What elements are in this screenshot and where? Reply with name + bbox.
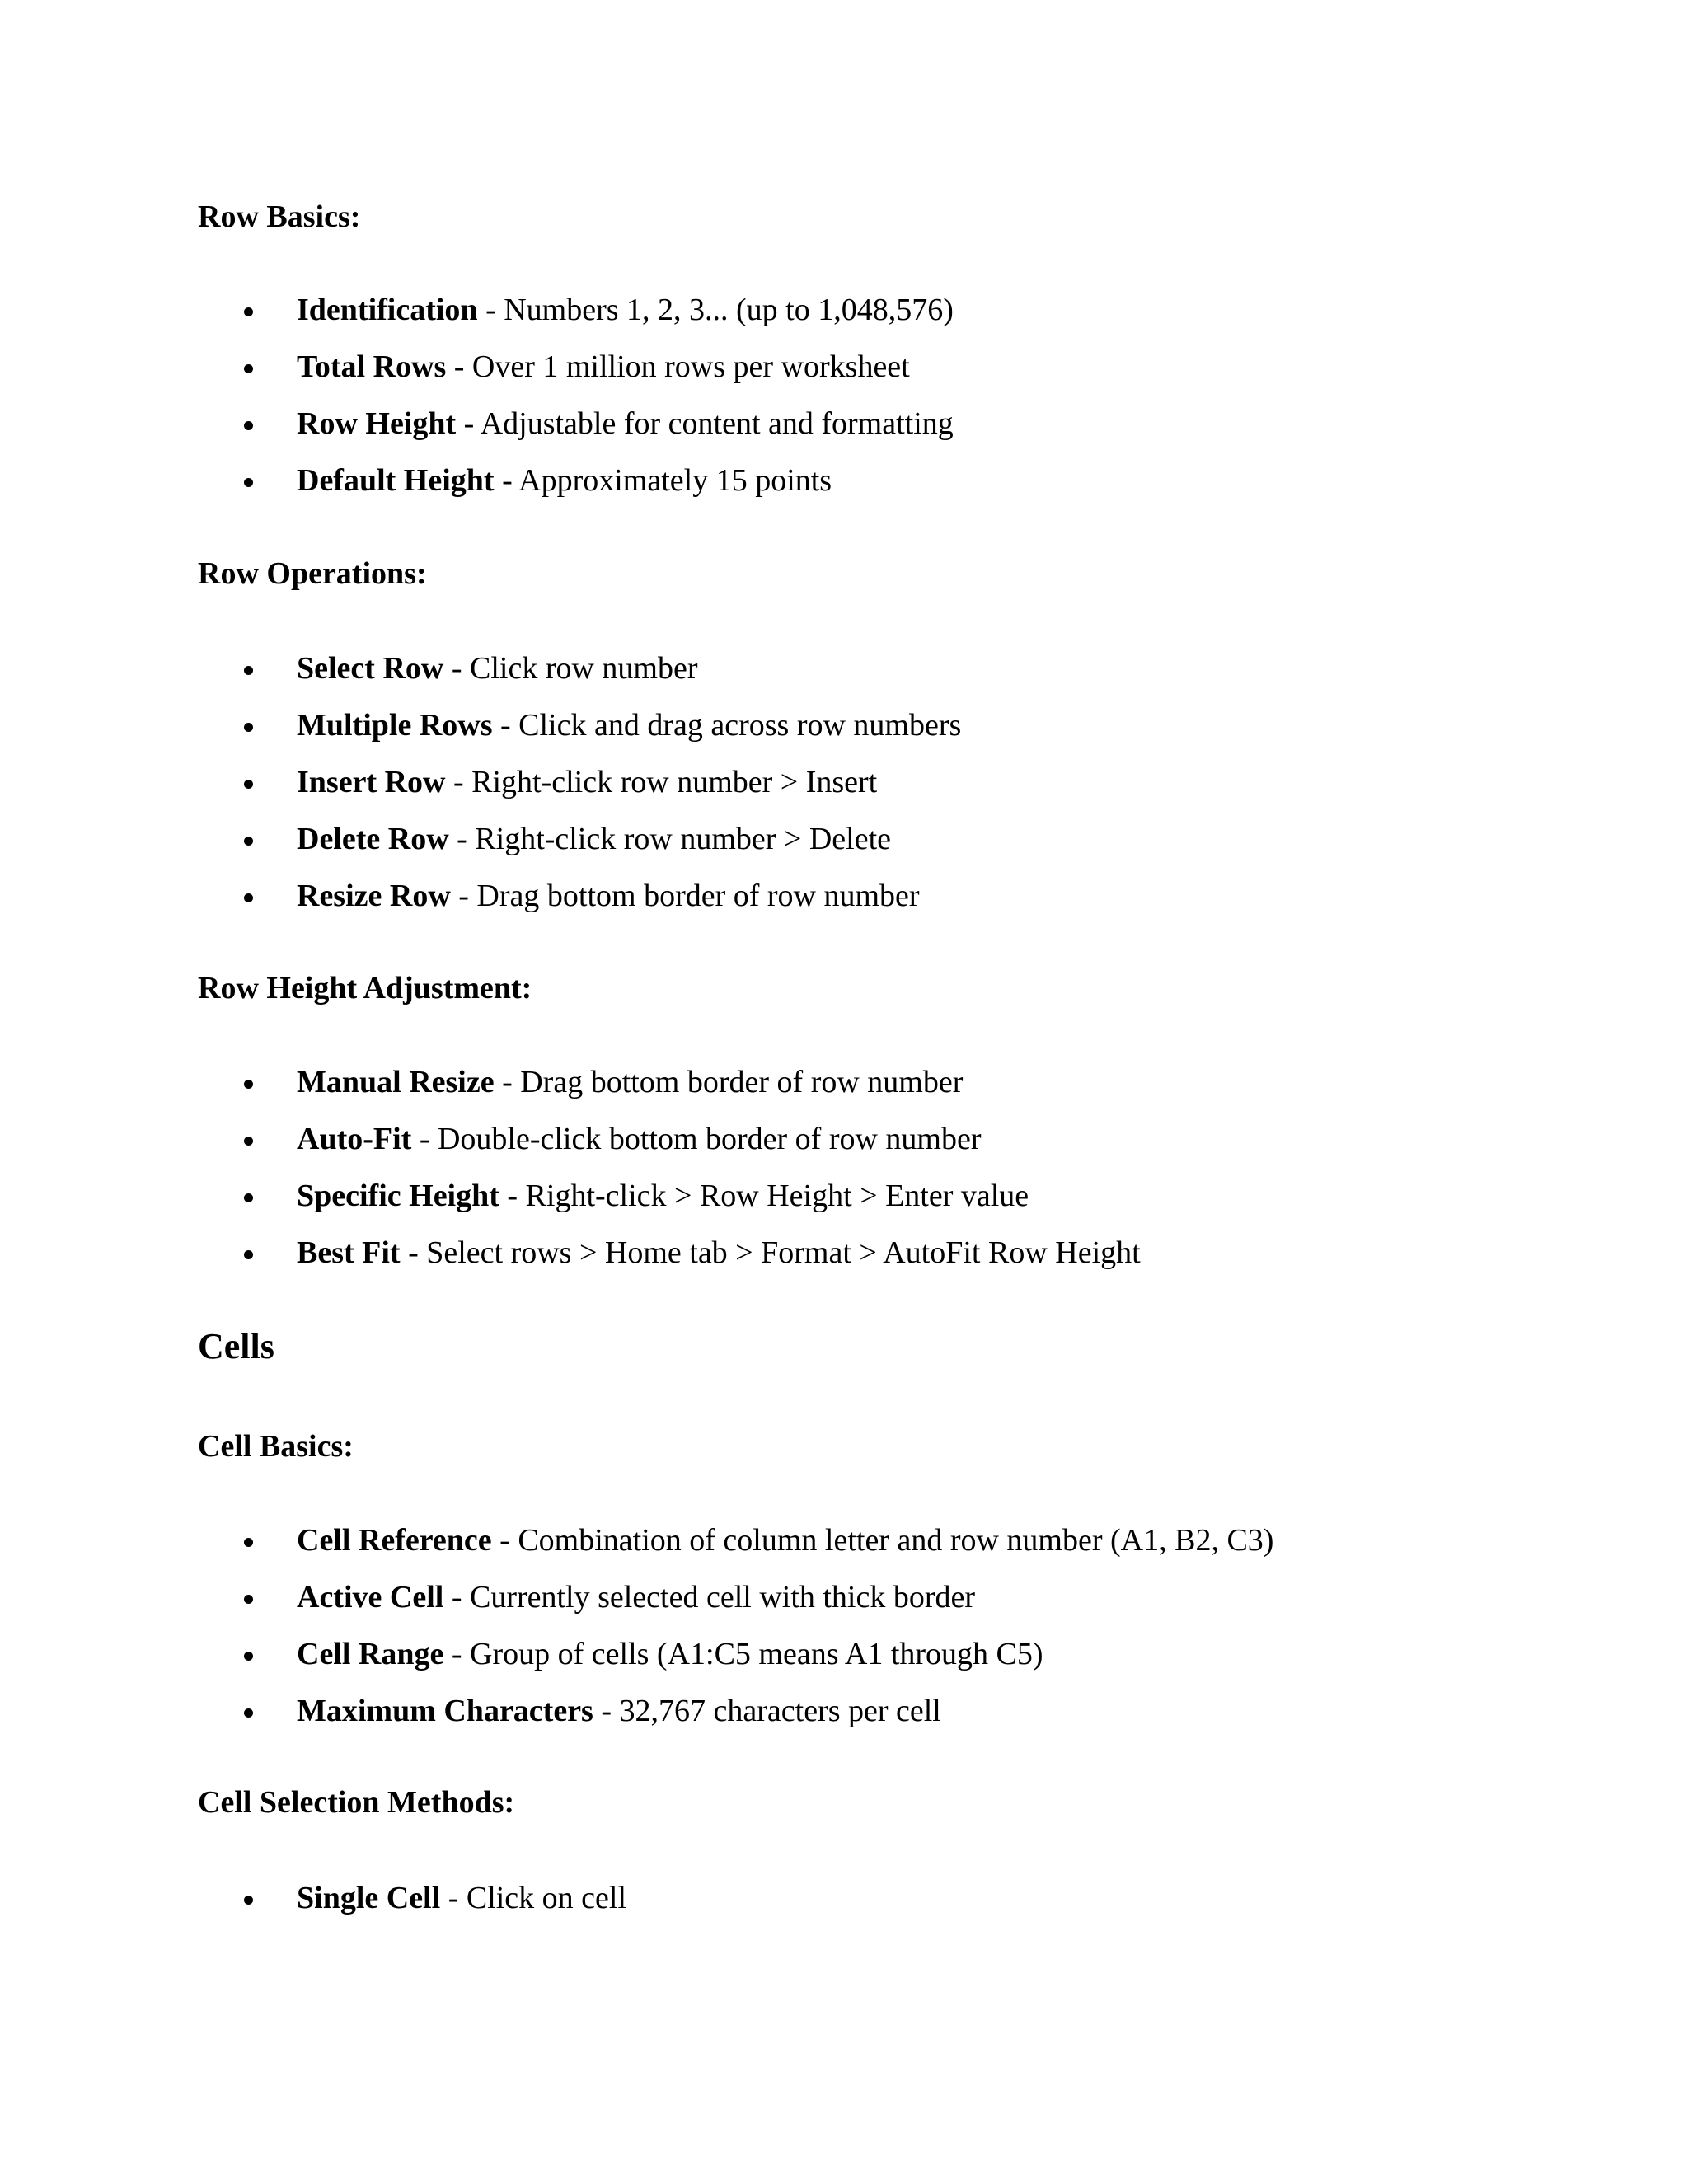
bullet-icon [244,307,253,316]
item-description: - Over 1 million rows per worksheet [446,349,910,384]
section-heading-row-height-adjustment: Row Height Adjustment: [198,971,532,1005]
item-description: - Right-click row number > Delete [448,822,892,856]
bullet-icon [244,1137,253,1146]
item-term: Total Rows [297,349,447,384]
item-description: - Double-click bottom border of row number [411,1122,982,1156]
bullet-icon [244,1595,253,1604]
item-term: Manual Resize [297,1065,495,1099]
item-description: - Right-click > Row Height > Enter value [499,1179,1029,1213]
bullet-icon [244,1896,253,1905]
item-term: Cell Range [297,1637,444,1671]
item-term: Insert Row [297,765,446,799]
item-term: Single Cell [297,1881,441,1915]
item-description: - Drag bottom border of row number [450,879,920,913]
item-description: - Right-click row number > Insert [445,765,878,799]
section-heading-row-basics: Row Basics: [198,199,361,234]
item-description: - Approximately 15 points [494,463,832,498]
item-description: - 32,767 characters per cell [593,1694,941,1728]
item-description: - Click row number [443,651,698,686]
bullet-icon [244,780,253,789]
item-description: - Drag bottom border of row number [494,1065,964,1099]
section-heading-cell-selection-methods: Cell Selection Methods: [198,1785,515,1820]
item-term: Specific Height [297,1179,499,1213]
item-description: - Select rows > Home tab > Format > AutoFit Row Height [400,1235,1141,1270]
bullet-icon [244,1708,253,1718]
item-term: Select Row [297,651,444,686]
item-term: Cell Reference [297,1523,492,1558]
item-term: Identification [297,293,478,327]
item-description: - Group of cells (A1:C5 means A1 through C5) [443,1637,1043,1671]
item-description: - Combination of column letter and row number (A1, B2, C3) [491,1523,1274,1558]
item-description: - Click on cell [440,1881,627,1915]
item-description: - Adjustable for content and formatting [456,406,954,441]
item-term: Best Fit [297,1235,401,1270]
item-description: - Currently selected cell with thick border [443,1580,976,1615]
bullet-icon [244,421,253,430]
section-heading-cell-basics: Cell Basics: [198,1429,354,1464]
item-term: Row Height [297,406,457,441]
bullet-icon [244,1538,253,1547]
bullet-icon [244,666,253,675]
item-term: Delete Row [297,822,449,856]
bullet-icon [244,837,253,846]
item-term: Active Cell [297,1580,444,1615]
bullet-icon [244,364,253,373]
item-term: Auto-Fit [297,1122,412,1156]
bullet-icon [244,723,253,732]
bullet-icon [244,478,253,487]
item-description: - Numbers 1, 2, 3... (up to 1,048,576) [477,293,954,327]
item-term: Resize Row [297,879,451,913]
bullet-icon [244,893,253,902]
item-description: - Click and drag across row numbers [492,708,962,743]
bullet-icon [244,1193,253,1202]
section-heading-row-operations: Row Operations: [198,556,427,591]
item-term: Maximum Characters [297,1694,593,1728]
item-term: Default Height [297,463,495,498]
item-term: Multiple Rows [297,708,493,743]
bullet-icon [244,1652,253,1661]
bullet-icon [244,1080,253,1089]
major-heading-cells: Cells [198,1326,274,1366]
bullet-icon [244,1250,253,1259]
